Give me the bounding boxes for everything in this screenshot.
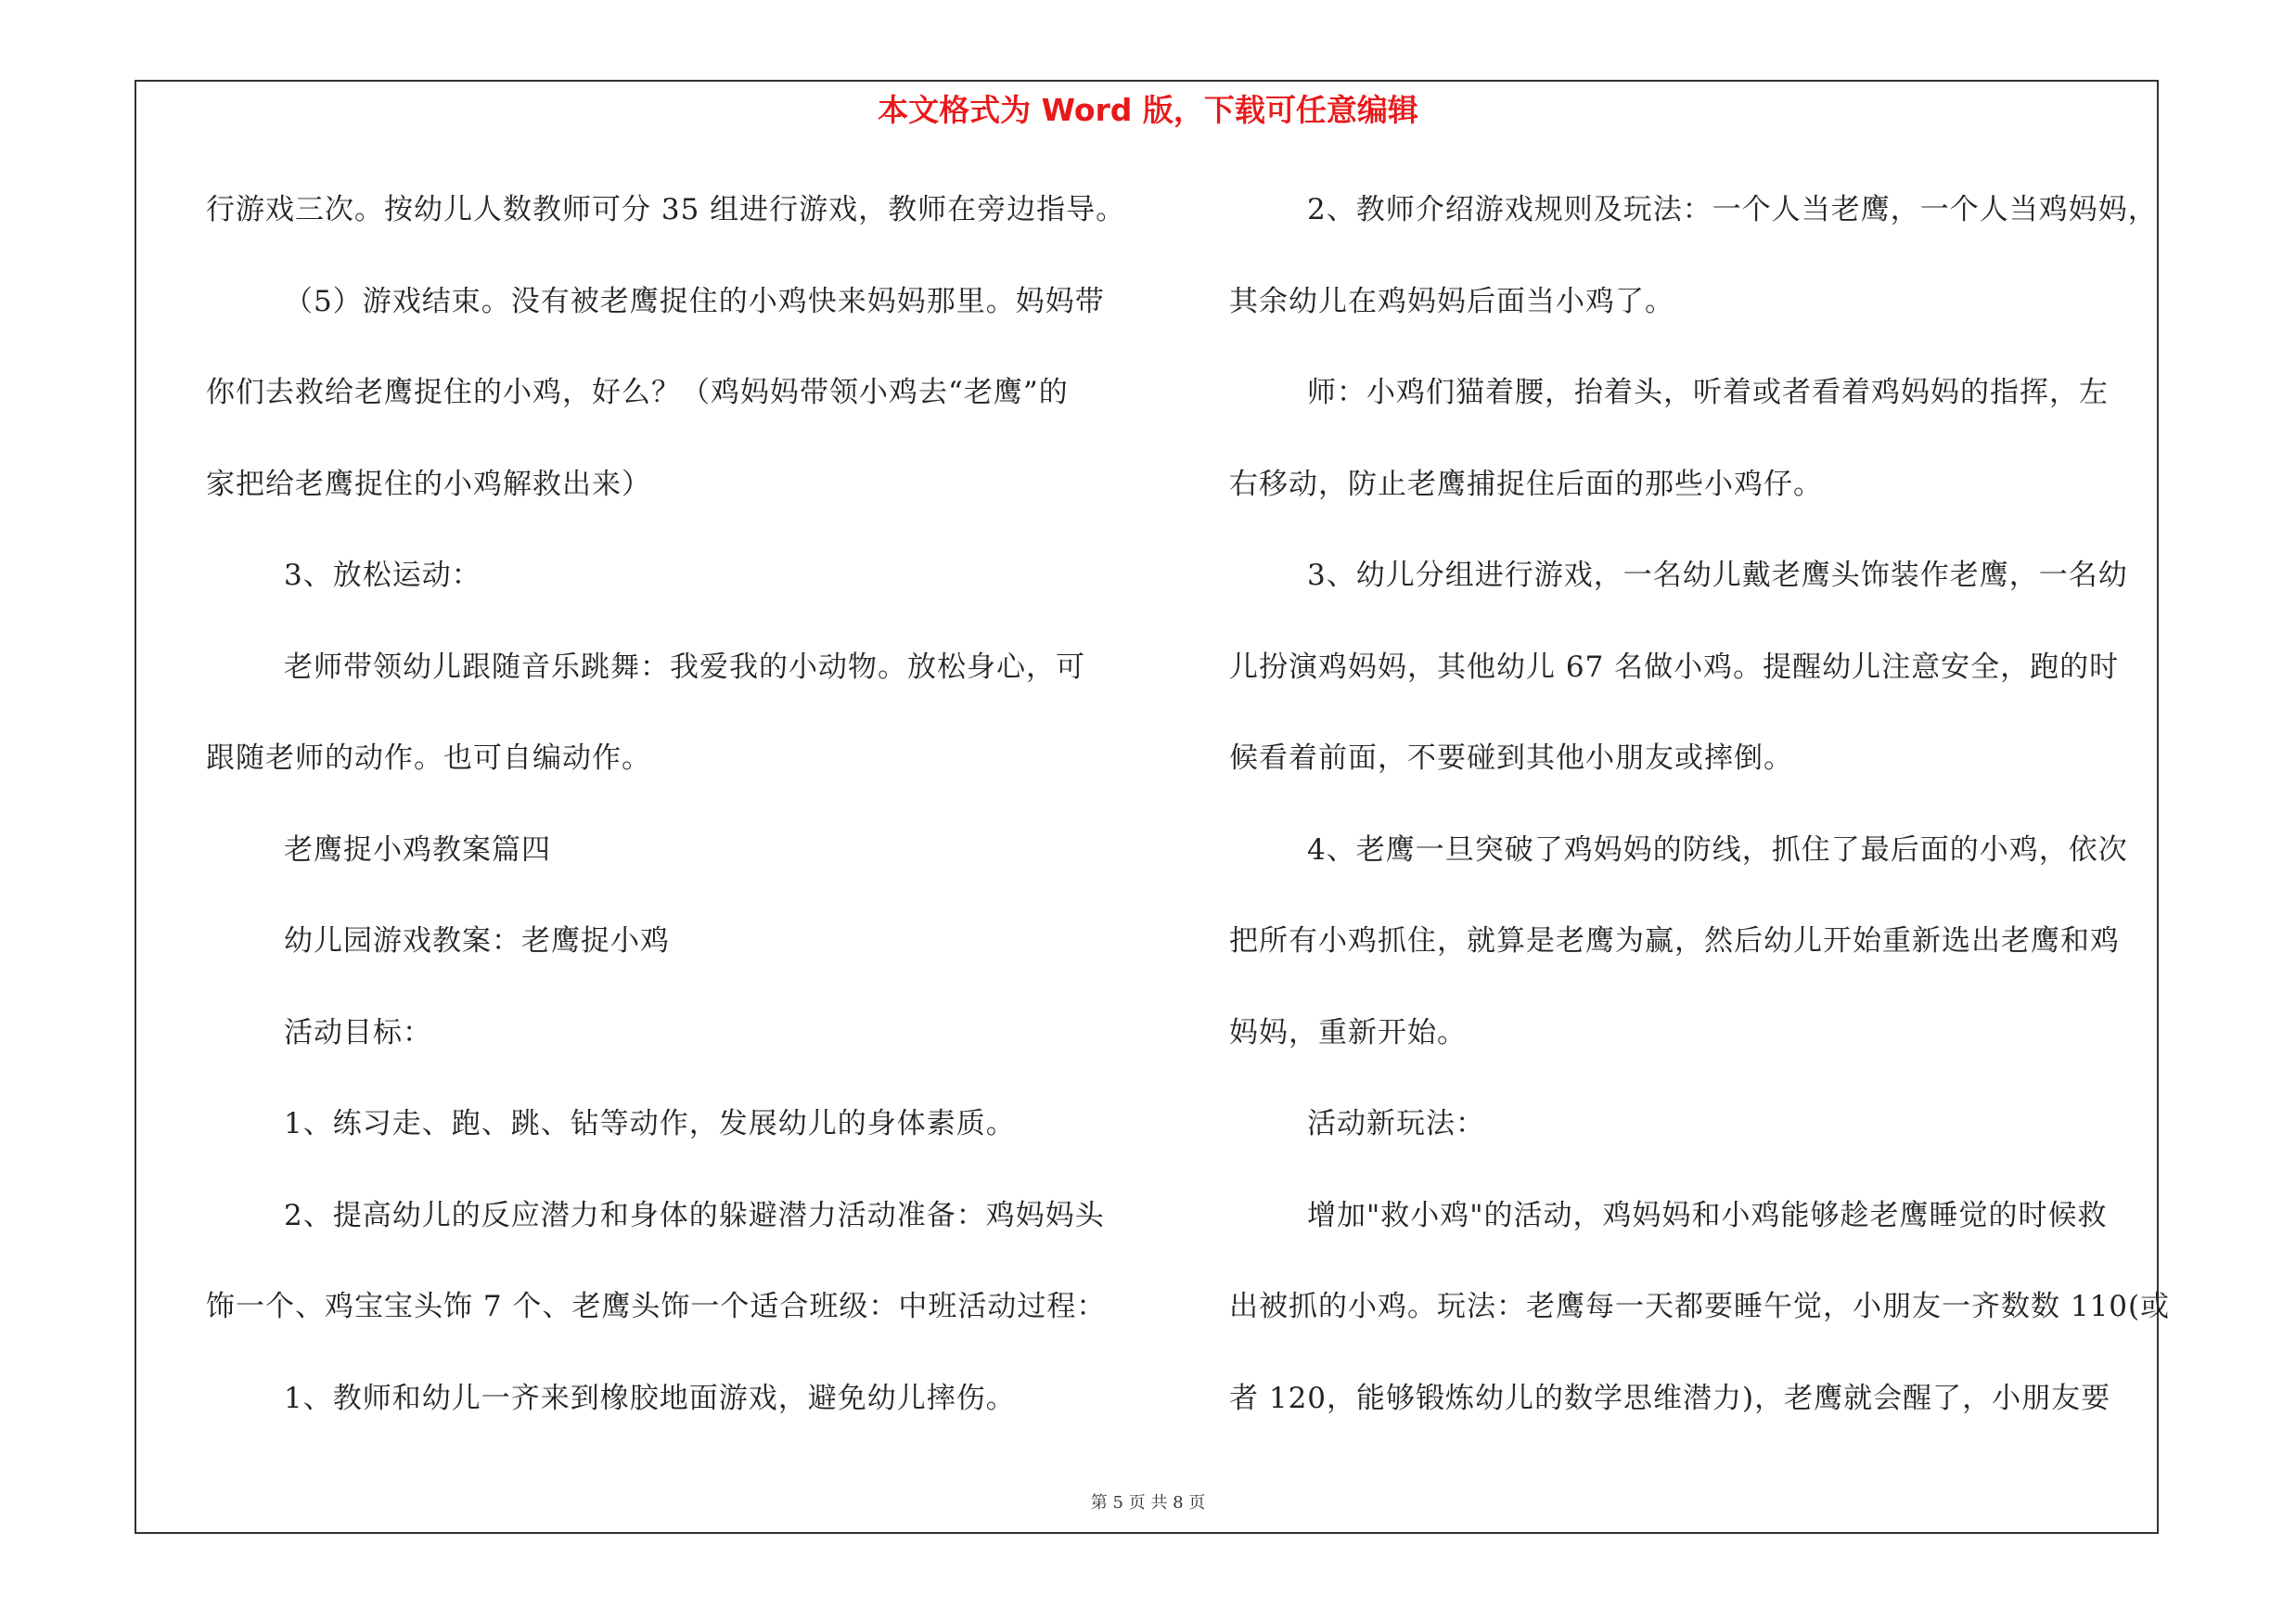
text-line: 儿扮演鸡妈妈，其他幼儿 67 名做小鸡。提醒幼儿注意安全，跑的时 xyxy=(1229,650,2120,684)
text-line: 其余幼儿在鸡妈妈后面当小鸡了。 xyxy=(1229,284,1674,318)
text-line: 右移动，防止老鹰捕捉住后面的那些小鸡仔。 xyxy=(1229,467,1823,501)
right-column xyxy=(1229,182,2171,1462)
text-line: 1、练习走、跑、跳、钻等动作，发展幼儿的身体素质。 xyxy=(284,1107,1016,1140)
text-line: 跟随老师的动作。也可自编动作。 xyxy=(206,741,651,775)
page-number-footer: 第 5 页 共 8 页 xyxy=(1090,1493,1206,1513)
text-line: 出被抓的小鸡。玩法：老鹰每一天都要睡午觉，小朋友一齐数数 110(或 xyxy=(1229,1290,2171,1323)
text-line: 3、幼儿分组进行游戏，一名幼儿戴老鹰头饰装作老鹰，一名幼 xyxy=(1307,559,2128,592)
text-line: 1、教师和幼儿一齐来到橡胶地面游戏，避免幼儿摔伤。 xyxy=(284,1381,1016,1415)
text-line: 2、提高幼儿的反应潜力和身体的躲避潜力活动准备：鸡妈妈头 xyxy=(284,1198,1105,1232)
section-heading: 老鹰捉小鸡教案篇四 xyxy=(284,832,551,867)
text-line: 行游戏三次。按幼儿人数教师可分 35 组进行游戏，教师在旁边指导。 xyxy=(206,193,1126,226)
text-line: 2、教师介绍游戏规则及玩法：一个人当老鹰，一个人当鸡妈妈， xyxy=(1307,193,2158,226)
text-line: 者 120，能够锻炼幼儿的数学思维潜力)，老鹰就会醒了，小朋友要 xyxy=(1229,1381,2111,1415)
text-line: 家把给老鹰捉住的小鸡解救出来） xyxy=(206,467,651,501)
section-heading: 活动目标： xyxy=(284,1015,432,1050)
text-line: 4、老鹰一旦突破了鸡妈妈的防线，抓住了最后面的小鸡，依次 xyxy=(1307,832,2128,867)
text-line: （5）游戏结束。没有被老鹰捉住的小鸡快来妈妈那里。妈妈带 xyxy=(284,284,1105,318)
text-line: 饰一个、鸡宝宝头饰 7 个、老鹰头饰一个适合班级：中班活动过程： xyxy=(206,1290,1107,1323)
section-heading: 活动新玩法： xyxy=(1307,1107,1485,1140)
header-banner: 本文格式为 Word 版，下载可任意编辑 xyxy=(878,92,1418,128)
text-line: 师：小鸡们猫着腰，抬着头，听着或者看着鸡妈妈的指挥，左 xyxy=(1307,376,2109,409)
text-line: 把所有小鸡抓住，就算是老鹰为赢，然后幼儿开始重新选出老鹰和鸡 xyxy=(1229,924,2120,958)
left-column xyxy=(206,182,1134,1462)
text-line: 增加"救小鸡"的活动，鸡妈妈和小鸡能够趁老鹰睡觉的时候救 xyxy=(1307,1198,2108,1232)
text-line: 候看着前面，不要碰到其他小朋友或摔倒。 xyxy=(1229,741,1793,775)
section-heading: 幼儿园游戏教案：老鹰捉小鸡 xyxy=(284,924,670,958)
text-line: 妈妈，重新开始。 xyxy=(1229,1015,1467,1050)
section-heading: 3、放松运动： xyxy=(284,559,481,592)
text-line: 你们去救给老鹰捉住的小鸡，好么？（鸡妈妈带领小鸡去“老鹰”的 xyxy=(206,376,1069,409)
text-line: 老师带领幼儿跟随音乐跳舞：我爱我的小动物。放松身心，可 xyxy=(284,650,1085,684)
